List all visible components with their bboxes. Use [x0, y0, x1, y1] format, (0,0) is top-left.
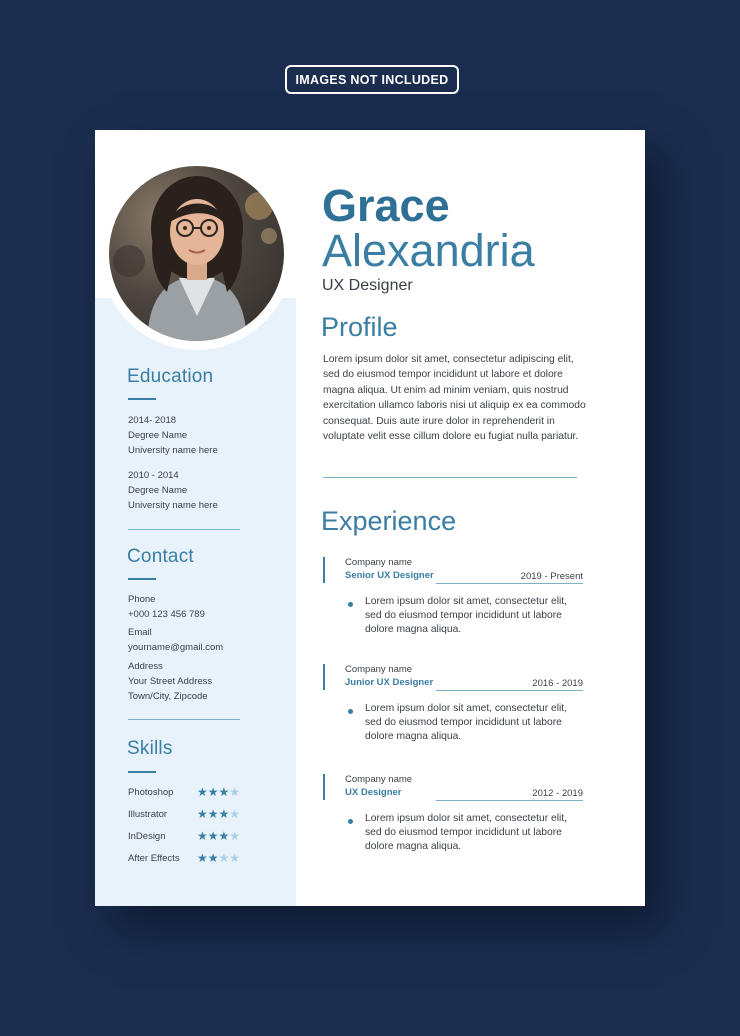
experience-company: Company name — [345, 774, 413, 785]
education-years: 2010 - 2014 — [128, 470, 179, 481]
education-entry-2 — [128, 468, 218, 513]
education-years: 2014- 2018 — [128, 415, 177, 426]
star-icon: ★ — [229, 807, 241, 821]
education-school: University name here — [128, 445, 218, 456]
skills-underline — [128, 771, 156, 773]
skill-row — [128, 831, 278, 845]
star-icon: ★ — [207, 807, 219, 821]
star-icon: ★ — [207, 829, 219, 843]
experience-description: Lorem ipsum dolor sit amet, consectetur elit, sed do eiusmod tempor incididunt ut labore dolore magna aliqua. — [365, 596, 568, 636]
address-label: Address — [128, 661, 163, 672]
contact-underline — [128, 578, 156, 580]
address-line-1: Your Street Address — [128, 676, 213, 687]
education-degree: Degree Name — [128, 485, 188, 496]
experience-description: Lorem ipsum dolor sit amet, consectetur elit, sed do eiusmod tempor incididunt ut labore dolore magna aliqua. — [365, 813, 568, 853]
star-icon: ★ — [218, 807, 230, 821]
phone-label: Phone — [128, 594, 156, 605]
skills-heading: Skills — [127, 738, 173, 759]
star-icon: ★ — [218, 829, 230, 843]
star-icon: ★ — [197, 829, 208, 843]
experience-company: Company name — [345, 664, 413, 675]
experience-years: 2019 - Present — [520, 571, 583, 582]
star-icon: ★ — [229, 785, 241, 799]
last-name: Alexandria — [322, 225, 535, 276]
profile-heading: Profile — [321, 312, 398, 342]
education-entry-1 — [128, 413, 218, 458]
portrait-illustration — [109, 166, 284, 341]
images-not-included-badge: IMAGES NOT INCLUDED — [285, 65, 459, 94]
skill-row — [128, 809, 278, 823]
experience-heading: Experience — [321, 506, 457, 536]
experience-years: 2016 - 2019 — [532, 678, 583, 689]
education-degree: Degree Name — [128, 430, 188, 441]
profile-photo — [109, 166, 284, 341]
skill-name: Illustrator — [128, 809, 168, 820]
star-icon: ★ — [207, 851, 219, 865]
experience-role: Junior UX Designer — [345, 677, 434, 688]
contact-divider — [128, 719, 240, 720]
experience-entry — [323, 557, 583, 667]
experience-entry — [323, 664, 583, 774]
address-line-2: Town/City, Zipcode — [128, 691, 208, 702]
star-icon: ★ — [218, 851, 230, 865]
skill-name: Photoshop — [128, 787, 174, 798]
experience-role: UX Designer — [345, 787, 402, 798]
star-icon: ★ — [218, 785, 230, 799]
profile-photo-frame — [100, 157, 293, 350]
experience-company: Company name — [345, 557, 413, 568]
skill-rating — [197, 785, 240, 799]
experience-rule — [436, 690, 583, 691]
contact-heading: Contact — [127, 546, 194, 567]
experience-marker — [323, 774, 325, 800]
star-icon: ★ — [207, 785, 219, 799]
experience-years: 2012 - 2019 — [532, 788, 583, 799]
skill-name: InDesign — [128, 831, 166, 842]
experience-rule — [436, 583, 583, 584]
skill-row — [128, 787, 278, 801]
skill-rating — [197, 851, 240, 865]
experience-entry — [323, 774, 583, 884]
bullet-icon — [348, 602, 353, 607]
star-icon: ★ — [229, 851, 241, 865]
education-underline — [128, 398, 156, 400]
experience-role: Senior UX Designer — [345, 570, 434, 581]
bullet-icon — [348, 819, 353, 824]
experience-description: Lorem ipsum dolor sit amet, consectetur elit, sed do eiusmod tempor incididunt ut labore dolore magna aliqua. — [365, 703, 568, 743]
first-name: Grace — [322, 180, 450, 231]
email-label: Email — [128, 627, 152, 638]
education-divider — [128, 529, 240, 530]
experience-marker — [323, 664, 325, 690]
profile-text: Lorem ipsum dolor sit amet, consectetur adipiscing elit, sed do eiusmod tempor incididunt ut labore et dolore magna aliqua. Ut enim ad minim veniam, quis nostrud exercitation ullamco laboris nisi ut aliquip ex ea commodo consequat. Duis aute irure dolor in reprehenderit in voluptate velit esse cillum dolore eu fugiat nulla pariatur. — [323, 354, 586, 443]
education-school: University name here — [128, 500, 218, 511]
phone-value: +000 123 456 789 — [128, 609, 205, 620]
skill-row — [128, 853, 278, 867]
contact-phone — [128, 592, 205, 622]
profile-divider — [323, 477, 577, 478]
bullet-icon — [348, 709, 353, 714]
skill-rating — [197, 807, 240, 821]
star-icon: ★ — [197, 785, 208, 799]
skill-rating — [197, 829, 240, 843]
star-icon: ★ — [229, 829, 241, 843]
resume-page — [95, 130, 645, 906]
star-icon: ★ — [197, 851, 208, 865]
email-value: yourname@gmail.com — [128, 642, 224, 653]
star-icon: ★ — [197, 807, 208, 821]
job-title: UX Designer — [322, 277, 413, 294]
experience-rule — [436, 800, 583, 801]
experience-marker — [323, 557, 325, 583]
contact-address — [128, 659, 212, 704]
education-heading: Education — [127, 366, 214, 387]
skill-name: After Effects — [128, 853, 180, 864]
contact-email — [128, 625, 223, 655]
